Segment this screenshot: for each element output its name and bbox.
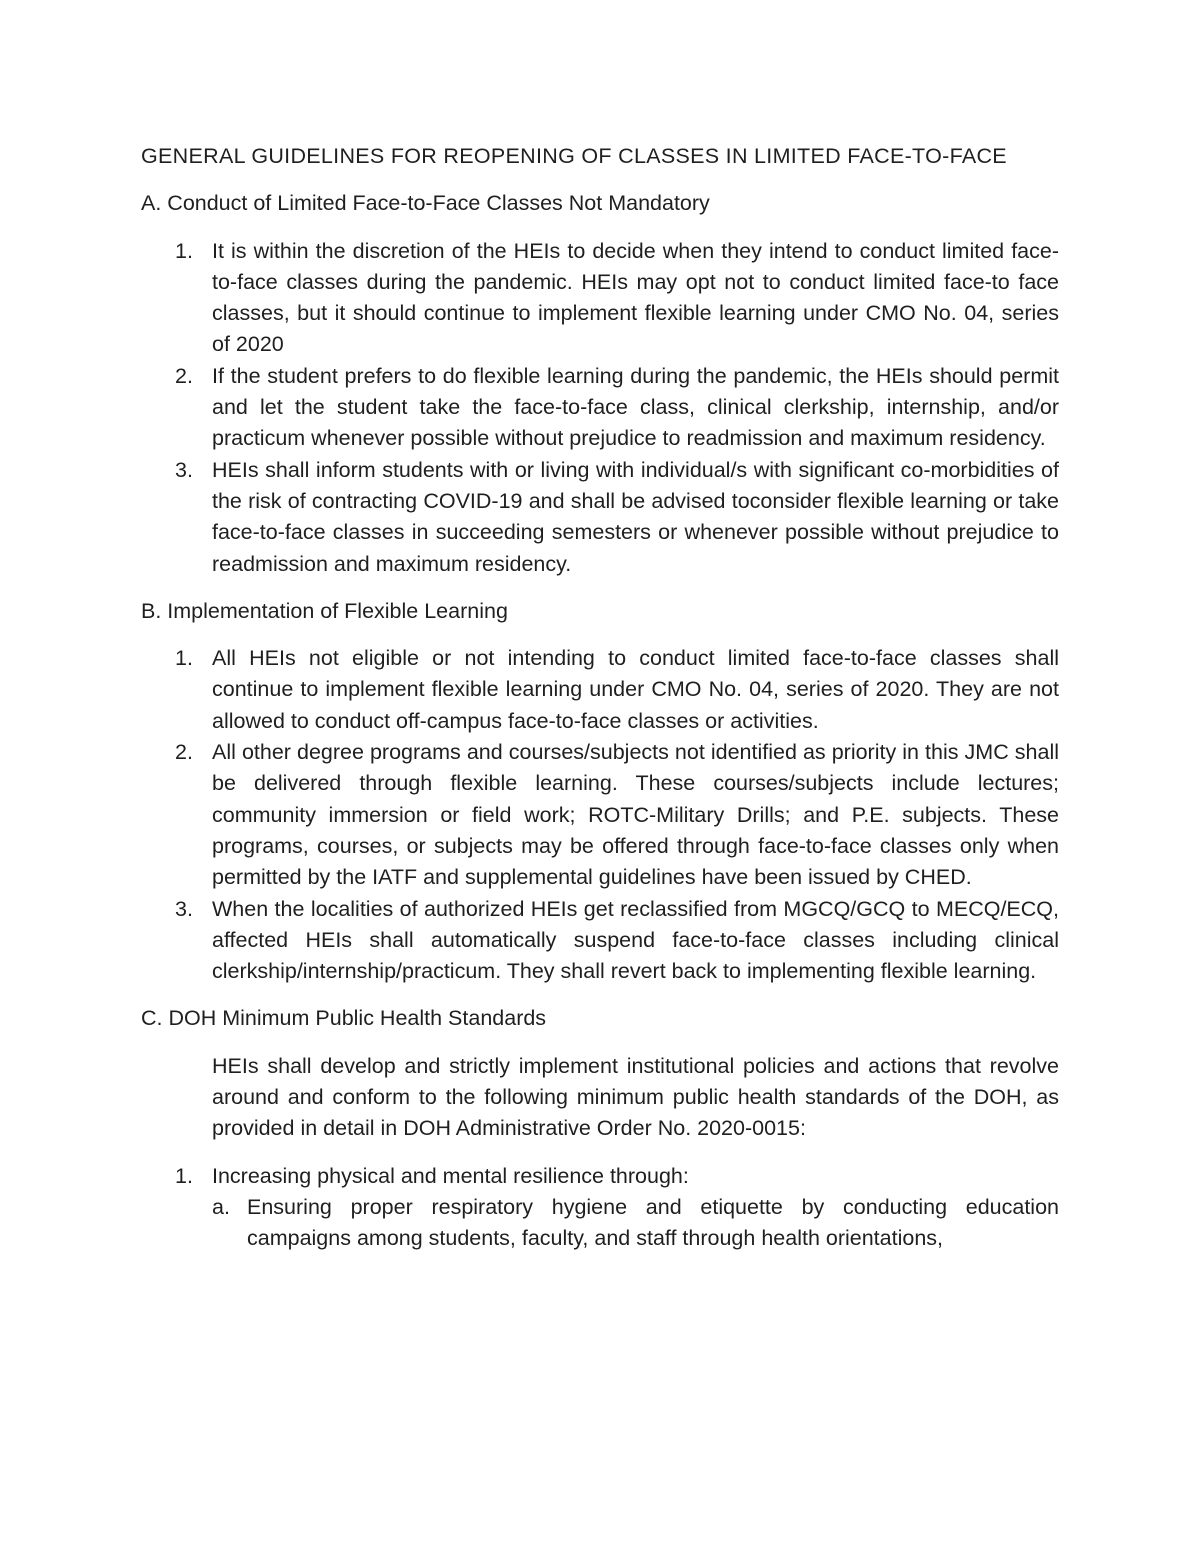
list-item [141,236,1059,361]
section-c-list [141,1161,1059,1255]
section-heading-a: A. Conduct of Limited Face-to-Face Classes Not Mandatory [141,191,710,216]
list-item-text: All HEIs not eligible or not intending to conduct limited face-to-face classes shall continue to implement flexible learning under CMO No. 04, series of 2020. They are not allowed to conduct off-campus face-to-face classes or activities. [212,646,1059,733]
list-item-text: If the student prefers to do flexible learning during the pandemic, the HEIs should permit and let the student take the face-to-face class, clinical clerkship, internship, and/or practicum whenever possible without prejudice to readmission and maximum residency. [212,363,1059,451]
sub-list-item-letter: a. [212,1194,230,1219]
list-item-number: 3. [175,457,193,482]
sub-list-item-text: Ensuring proper respiratory hygiene and etiquette by conducting education campaigns among students, faculty, and staff through health orientations, [247,1194,1059,1251]
list-item-text: When the localities of authorized HEIs get reclassified from MGCQ/GCQ to MECQ/ECQ, affected HEIs shall automatically suspend face-to-face classes including clinical clerkship/internship/practicum. They shall revert back to implementing flexible learning. [212,896,1059,984]
list-item-number: 2. [175,363,193,388]
list-item-number: 1. [175,646,193,671]
list-item-number: 1. [175,238,193,263]
document-page [141,141,1059,1271]
list-item [141,737,1059,893]
list-item-text: All other degree programs and courses/subjects not identified as priority in this JMC shall be delivered through flexible learning. These courses/subjects include lectures; community immersion or field work; ROTC-Military Drills; and P.E. subjects. These programs, courses, or subjects may be offered through face-to-face classes only when permitted by the IATF and supplemental guidelines have been issued by CHED. [212,740,1059,890]
list-item [141,643,1059,737]
sub-list-item [212,1192,1059,1255]
list-item [141,455,1059,580]
sub-list [212,1192,1059,1255]
list-item-number: 3. [175,896,193,921]
section-c-paragraph: HEIs shall develop and strictly implement institutional policies and actions that revolve around and conform to the following minimum public health standards of the DOH, as provided in detail in DOH Administrative Order No. 2020-0015: [212,1053,1059,1141]
section-b-list [141,643,1059,987]
list-item-text: It is within the discretion of the HEIs to decide when they intend to conduct limited face-to-face classes during the pandemic. HEIs may opt not to conduct limited face-to face classes, but it should continue to implement flexible learning under CMO No. 04, series of 2020 [212,238,1059,357]
document-title: GENERAL GUIDELINES FOR REOPENING OF CLASSES IN LIMITED FACE-TO-FACE [141,144,1007,168]
list-item [141,1161,1059,1255]
list-item-text: HEIs shall inform students with or living with individual/s with significant co-morbidities of the risk of contracting COVID-19 and shall be advised toconsider flexible learning or take face-to-face classes in succeeding semesters or whenever possible without prejudice to readmission and maximum residency. [212,457,1059,576]
list-item-number: 2. [175,740,193,765]
section-heading-b: B. Implementation of Flexible Learning [141,598,508,623]
list-item-text: Increasing physical and mental resilience through: [212,1163,689,1188]
list-item [141,361,1059,455]
list-item-number: 1. [175,1163,193,1188]
section-a-list [141,236,1059,580]
section-heading-c: C. DOH Minimum Public Health Standards [141,1006,547,1031]
list-item [141,894,1059,988]
